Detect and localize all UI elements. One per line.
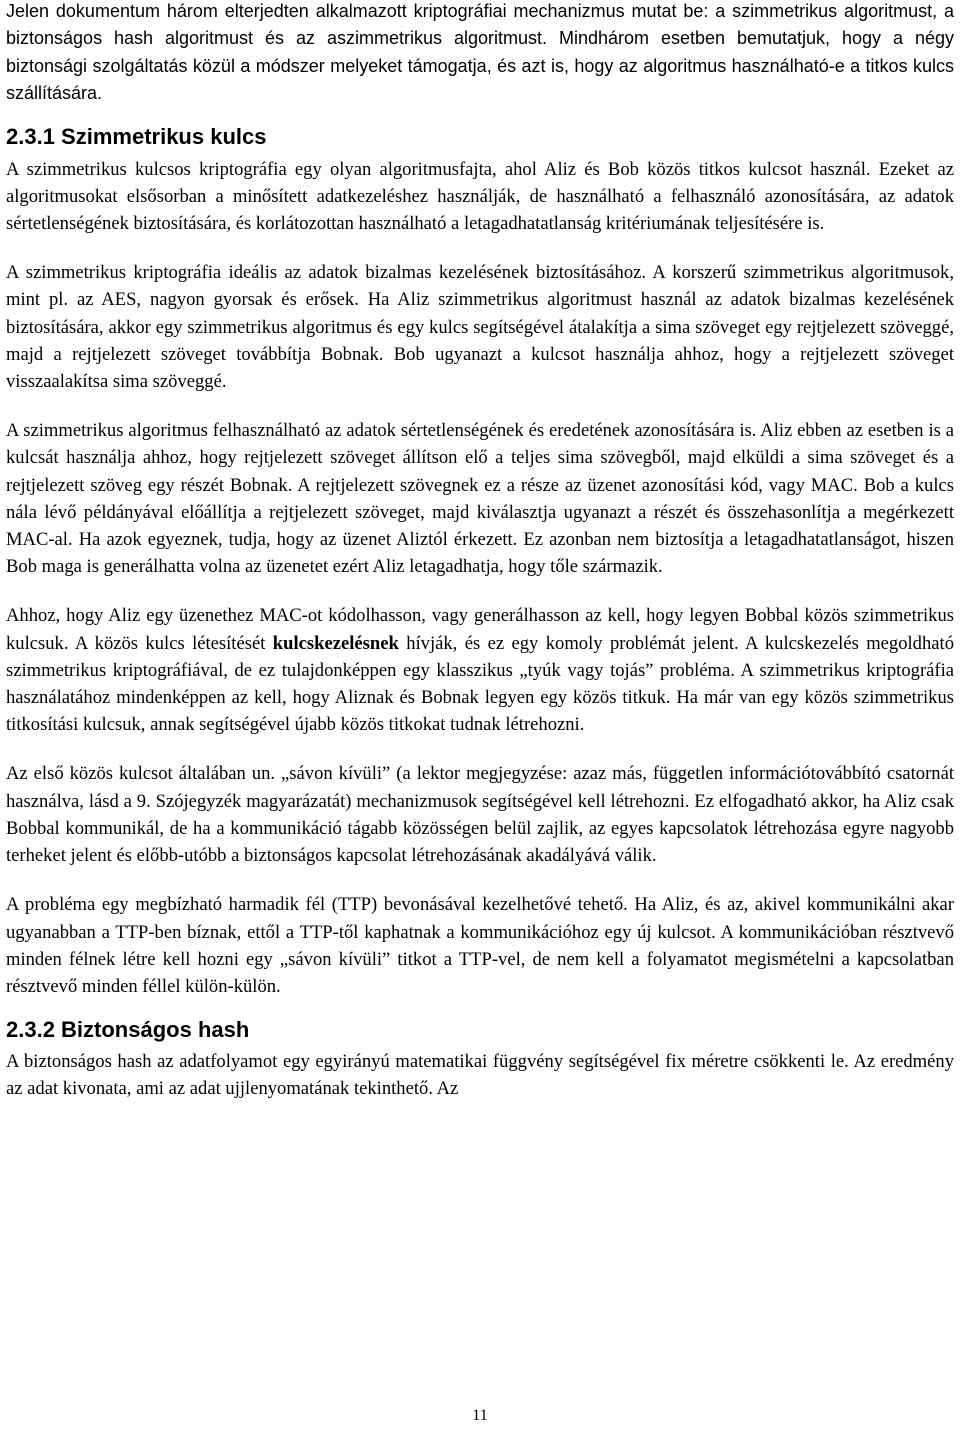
key-management-text-after: hívják, és ez egy komoly problémát jelent. A kulcskezelés megoldható szimmetrikus kriptográfiával, de ez tulajdonképpen egy klasszikus „tyúk vagy tojás” probléma. A szimmetrikus kriptográfia használatához mindenképpen az kell, hogy Aliznak és Bobnak legyen egy közös titkuk. Ha már van egy közös szimmetrikus titkosítási kulcsuk, annak segítségével újabb közös titkokat tudnak létrehozni. bbox=[6, 632, 954, 736]
paragraph-symmetric-definition: A szimmetrikus kulcsos kriptográfia egy olyan algoritmusfajta, ahol Aliz és Bob közös titkos kulcsot használ. Ezeket az algoritmusokat elsősorban a minősített adatkezeléshez használják, de használható a felhasználó azonosítására, az adatok sértetlenségének biztosítására, és korlátozottan használható a letagadhatatlanság kritériumának teljesítésére is. bbox=[6, 158, 954, 235]
paragraph-secure-hash: A biztonságos hash az adatfolyamot egy egyirányú matematikai függvény segítségével fix méretre csökkenti le. Az eredmény az adat kivonata, ami az adat ujjlenyomatának tekinthető. Az bbox=[6, 1051, 954, 1100]
section-heading-secure-hash: 2.3.2 Biztonságos hash bbox=[6, 1017, 250, 1043]
page-number: 11 bbox=[472, 1407, 488, 1424]
paragraph-key-management bbox=[6, 602, 954, 738]
paragraph-integrity-mac: A szimmetrikus algoritmus felhasználható az adatok sértetlenségének és eredetének azonosítására is. Aliz ebben az esetben is a kulcsát használja ahhoz, hogy rejtjelezett szöveget állítson elő a teljes sima szövegből, majd elküldi a sima szöveget és a rejtjelezett szöveg egy részét Bobnak. A rejtjelezett szövegnek ez a része az üzenet azonosítási kód, vagy MAC. Bob a kulcs nála lévő példányával előállítja a rejtjelezett szöveget, majd kiválasztja ugyanazt a részét és összehasonlítja a megérkezett MAC-al. Ha azok egyeznek, tudja, hogy az üzenet Aliztól érkezett. Ez azonban nem biztosítja a letagadhatatlanságot, hiszen Bob maga is generálhatta volna az üzenetet ezért Aliz letagadhatja, hogy tőle származik. bbox=[6, 420, 954, 578]
paragraph-ttp: A probléma egy megbízható harmadik fél (TTP) bevonásával kezelhetővé tehető. Ha Aliz, és az, akivel kommunikálni akar ugyanabban a TTP-ben bíznak, ettől a TTP-től kaphatnak a kommunikációhoz egy új kulcsot. A kommunikációban résztvevő minden félnek létre kell hozni egy „sávon kívüli” titkot a TTP-vel, de nem kell a folyamatot megismételni a kapcsolatban résztvevő minden féllel külön-külön. bbox=[6, 894, 954, 997]
paragraph-out-of-band: Az első közös kulcsot általában un. „sávon kívüli” (a lektor megjegyzése: azaz más, független információtovábbító csatornát használva, lásd a 9. Szójegyzék magyarázatát) mechanizmusok segítségével kell létrehozni. Ez elfogadható akkor, ha Aliz csak Bobbal kommunikál, de ha a kommunikáció tágabb közösségen belül zajlik, az egyes kapcsolatok létrehozása egyre nagyobb terheket jelent és előbb-utóbb a biztonságos kapcsolat létrehozásának akadályává válik. bbox=[6, 763, 954, 867]
key-management-bold-term: kulcskezelésnek bbox=[272, 632, 399, 654]
paragraph-confidentiality: A szimmetrikus kriptográfia ideális az adatok bizalmas kezelésének biztosításához. A korszerű szimmetrikus algoritmusok, mint pl. az AES, nagyon gyorsak és erősek. Ha Aliz szimmetrikus algoritmust használ az adatok bizalmas kezelésének biztosítására, akkor egy szimmetrikus algoritmus és egy kulcs segítségével átalakítja a sima szöveget egy rejtjelezett szöveggé, majd a rejtjelezett szöveget továbbítja Bobnak. Bob ugyanazt a kulcsot használja ahhoz, hogy a rejtjelezett szöveget visszaalakítsa sima szöveggé. bbox=[6, 262, 954, 393]
key-management-text-before: Ahhoz, hogy Aliz egy üzenethez MAC-ot kódolhasson, vagy generálhasson az kell, hogy legyen Bobbal közös szimmetrikus kulcsuk. A közös kulcs létesítését bbox=[6, 605, 954, 654]
section-heading-symmetric-key: 2.3.1 Szimmetrikus kulcs bbox=[6, 123, 267, 149]
intro-paragraph: Jelen dokumentum három elterjedten alkalmazott kriptográfiai mechanizmus mutat be: a szimmetrikus algoritmust, a biztonságos hash algoritmust és az aszimmetrikus algoritmust. Mindhárom esetben bemutatjuk, hogy a négy biztonsági szolgáltatás közül a módszer melyeket támogatja, és azt is, hogy az algoritmus használható-e a titkos kulcs szállítására. bbox=[6, 1, 954, 104]
